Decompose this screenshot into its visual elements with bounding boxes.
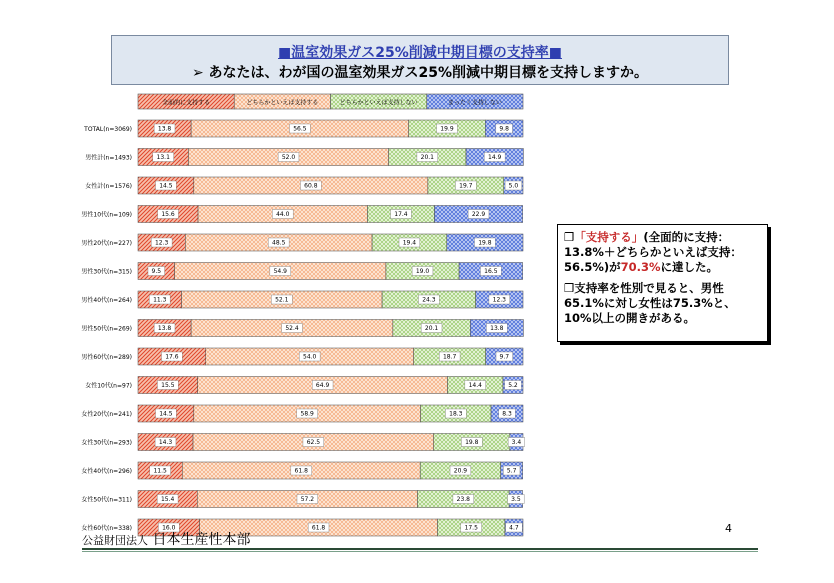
data-label: 16.0 — [162, 524, 176, 532]
data-label: 14.9 — [488, 154, 502, 162]
category-label: 女性40代(n=296) — [81, 468, 132, 475]
legend-label-2: どちらかといえば支持しない — [339, 99, 418, 107]
data-label: 52.1 — [275, 296, 289, 304]
note-paragraph-1: ❒「支持する」(全面的に支持：13.8%＋どちらかといえば支持：56.5%)が70.3%に達した。 — [564, 230, 742, 274]
data-label: 9.8 — [499, 125, 509, 133]
data-label: 3.4 — [511, 439, 522, 447]
data-label: 20.1 — [424, 325, 439, 333]
footer-divider-thin — [82, 551, 758, 552]
data-label: 12.3 — [492, 296, 507, 304]
footer-divider — [82, 548, 758, 550]
data-label: 54.9 — [273, 268, 287, 276]
legend — [138, 94, 523, 109]
category-label: TOTAL(n=3069) — [84, 126, 132, 133]
data-label: 19.0 — [415, 268, 430, 276]
category-label: 女性10代(n=97) — [85, 382, 132, 390]
data-label: 19.4 — [402, 239, 417, 247]
category-label: 男性60代(n=289) — [81, 354, 132, 361]
data-label: 23.8 — [456, 496, 471, 504]
data-label: 19.7 — [459, 182, 473, 190]
data-label: 56.5 — [293, 125, 307, 133]
data-label: 14.4 — [468, 382, 482, 390]
category-label: 男性計(n=1493) — [85, 154, 132, 162]
category-label: 男性20代(n=227) — [81, 240, 132, 247]
legend-label-0: 全面的に支持する — [162, 99, 211, 107]
data-label: 58.9 — [300, 410, 314, 418]
summary-note — [557, 224, 768, 342]
data-label: 62.5 — [306, 439, 321, 447]
data-label: 61.8 — [294, 467, 308, 475]
data-label: 17.5 — [464, 524, 478, 532]
data-label: 20.9 — [453, 467, 468, 475]
data-label: 18.7 — [442, 353, 457, 361]
data-label: 64.9 — [315, 382, 330, 390]
data-label: 4.7 — [509, 524, 519, 532]
organization-name: 公益財団法人 日本生産性本部 — [82, 532, 251, 548]
data-label: 13.8 — [490, 325, 504, 333]
page-title: ■温室効果ガス25%削減中期目標の支持率■ — [278, 45, 562, 61]
data-label: 60.8 — [304, 182, 318, 190]
note-paragraph-2: ❒支持率を性別で見ると、男性65.1%に対し女性は75.3%と、10%以上の開きがある。 — [564, 281, 736, 325]
category-label: 男性30代(n=315) — [81, 268, 132, 276]
data-label: 19.8 — [478, 239, 492, 247]
data-label: 13.1 — [156, 154, 170, 162]
category-label: 女性計(n=1576) — [85, 183, 132, 190]
data-label: 12.3 — [154, 239, 169, 247]
category-label: 女性60代(n=338) — [81, 525, 132, 532]
data-label: 15.5 — [161, 382, 175, 390]
data-label: 11.5 — [153, 467, 167, 475]
data-label: 24.3 — [422, 296, 436, 304]
page-subtitle: ➢ あなたは、わが国の温室効果ガス25%削減中期目標を支持しますか。 — [191, 65, 649, 81]
data-label: 13.8 — [157, 325, 172, 333]
data-label: 19.8 — [465, 439, 479, 447]
data-label: 11.3 — [153, 296, 167, 304]
data-label: 9.5 — [151, 268, 162, 276]
data-label: 20.1 — [420, 154, 435, 162]
data-label: 19.9 — [440, 125, 454, 133]
data-label: 5.7 — [506, 467, 517, 475]
data-label: 44.0 — [276, 211, 290, 219]
data-label: 15.6 — [161, 211, 175, 219]
data-label: 17.4 — [394, 211, 408, 219]
legend-label-1: どちらかといえば支持する — [246, 99, 319, 107]
data-label: 5.0 — [508, 182, 519, 190]
data-label: 52.0 — [281, 154, 296, 162]
data-label: 18.3 — [449, 410, 463, 418]
data-label: 54.0 — [303, 353, 317, 361]
data-label: 22.9 — [471, 211, 486, 219]
category-label: 男性10代(n=109) — [81, 211, 132, 219]
category-labels — [81, 126, 132, 532]
page-number: 4 — [725, 522, 732, 535]
data-label: 48.5 — [272, 239, 286, 247]
category-label: 女性30代(n=293) — [81, 439, 132, 447]
category-label: 女性20代(n=241) — [81, 411, 132, 418]
data-label: 17.6 — [165, 353, 179, 361]
data-label: 61.8 — [311, 524, 326, 532]
category-label: 女性50代(n=311) — [81, 496, 132, 504]
bars — [138, 120, 525, 536]
data-label: 14.5 — [159, 410, 173, 418]
data-label: 8.3 — [502, 410, 512, 418]
data-label: 57.2 — [300, 496, 315, 504]
data-label: 3.5 — [511, 496, 521, 504]
data-label: 5.2 — [508, 382, 518, 390]
category-label: 男性50代(n=269) — [81, 325, 132, 333]
data-label: 16.5 — [484, 268, 498, 276]
data-label: 52.4 — [285, 325, 299, 333]
data-label: 15.4 — [160, 496, 175, 504]
legend-label-3: まったく支持しない — [447, 99, 502, 107]
data-label: 13.8 — [157, 125, 172, 133]
data-label: 14.3 — [158, 439, 173, 447]
category-label: 男性40代(n=264) — [81, 297, 132, 304]
data-label: 9.7 — [499, 353, 510, 361]
data-label: 14.5 — [159, 182, 173, 190]
